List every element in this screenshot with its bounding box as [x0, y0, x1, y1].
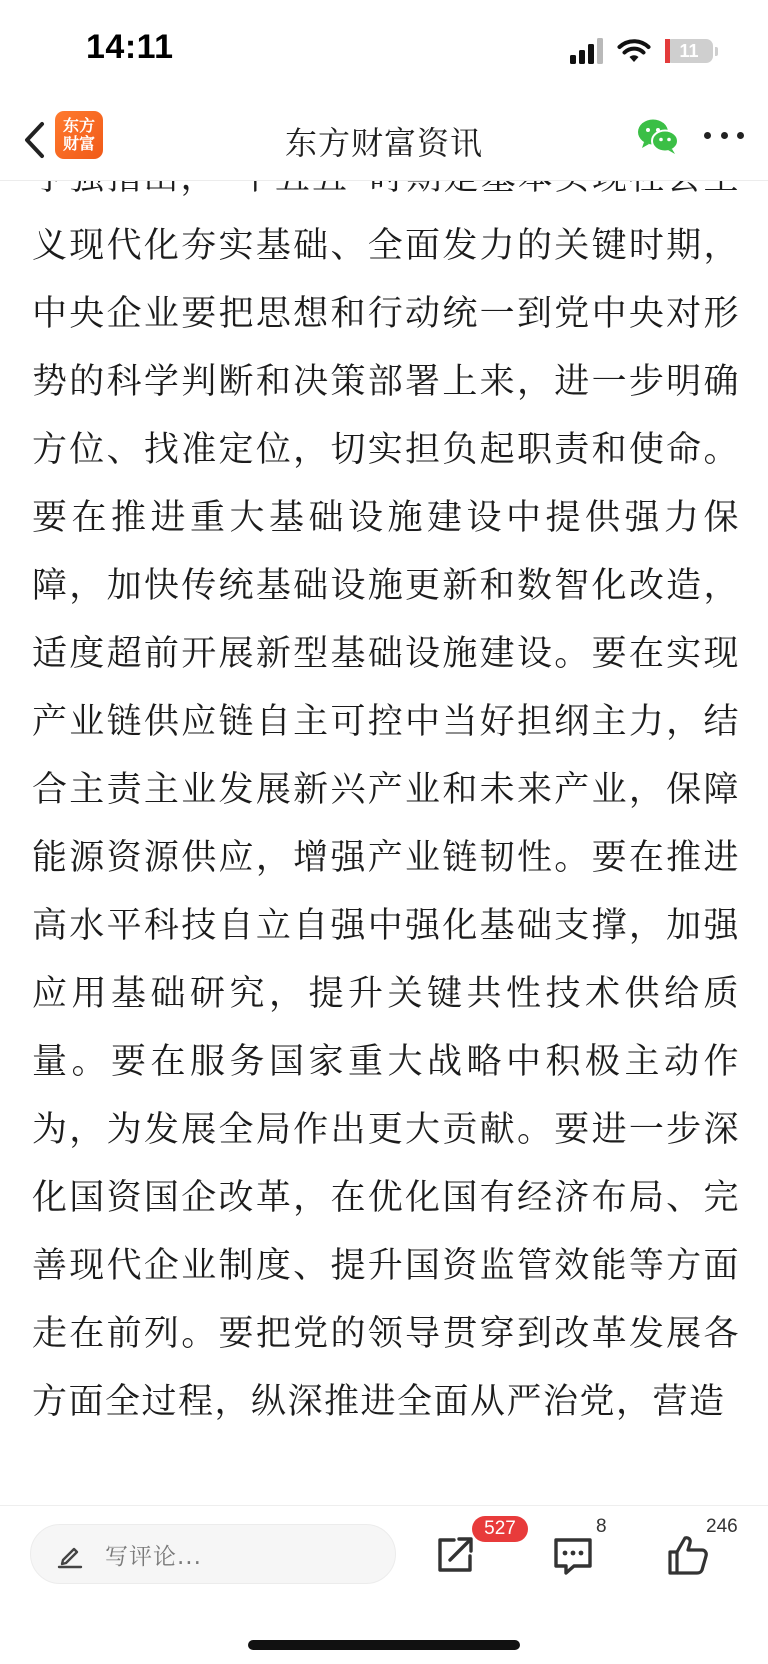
logo-text-line2: 财富: [62, 134, 95, 153]
like-count: 246: [706, 1516, 738, 1537]
comment-input[interactable]: [30, 1524, 396, 1584]
logo-text-line1: 东方: [62, 116, 95, 135]
wifi-icon: [617, 38, 651, 64]
share-count-badge: 527: [472, 1516, 528, 1542]
wechat-icon[interactable]: [636, 117, 680, 155]
status-icons: [570, 34, 718, 68]
comment-icon: [548, 1530, 598, 1580]
home-indicator[interactable]: [248, 1640, 520, 1650]
article-content: [0, 181, 768, 1506]
more-dots-icon[interactable]: [704, 120, 744, 150]
page-title: 东方财富资讯: [284, 124, 483, 162]
bottom-action-bar: [0, 1505, 768, 1664]
status-bar: [0, 0, 768, 100]
article-paragraph: 义现代化夯实基础、全面发力的关键时期，中央企业要把思想和行动统一到党中央对形势的科学判断和决策部署上来，进一步明确方位、找准定位，切实担负起职责和使命。要在推进重大基础设施建设中提供强力保障，加快传统基础设施更新和数智化改造，适度超前开展新型基础设施建设。要在实现产业链供应链自主可控中当好担纲主力，结合主责主业发展新兴产业和未来产业，保障能源资源供应，增强产业链韧性。要在推进高水平科技自立自强中强化基础支撑，加强应用基础研究，提升关键共性技术供给质量。要在服务国家重大战略中积极主动作为，为发展全局作出更大贡献。要进一步深化国资国企改革，在优化国有经济布局、完善现代企业制度、提升国资监管效能等方面走在前列。要把党的领导贯穿到改革发展各方面全过程，纵深推进全面从严治党，营造: [32, 226, 740, 1422]
pencil-icon: [55, 1539, 85, 1569]
signal-icon: [570, 38, 603, 64]
status-time: 14:11: [86, 28, 174, 66]
battery-level: 11: [679, 41, 699, 61]
nav-bar: [0, 100, 768, 181]
battery-icon: [665, 39, 718, 63]
comment-count: 8: [596, 1516, 607, 1537]
share-icon: [430, 1530, 480, 1580]
comment-placeholder: 写评论...: [105, 1543, 202, 1570]
